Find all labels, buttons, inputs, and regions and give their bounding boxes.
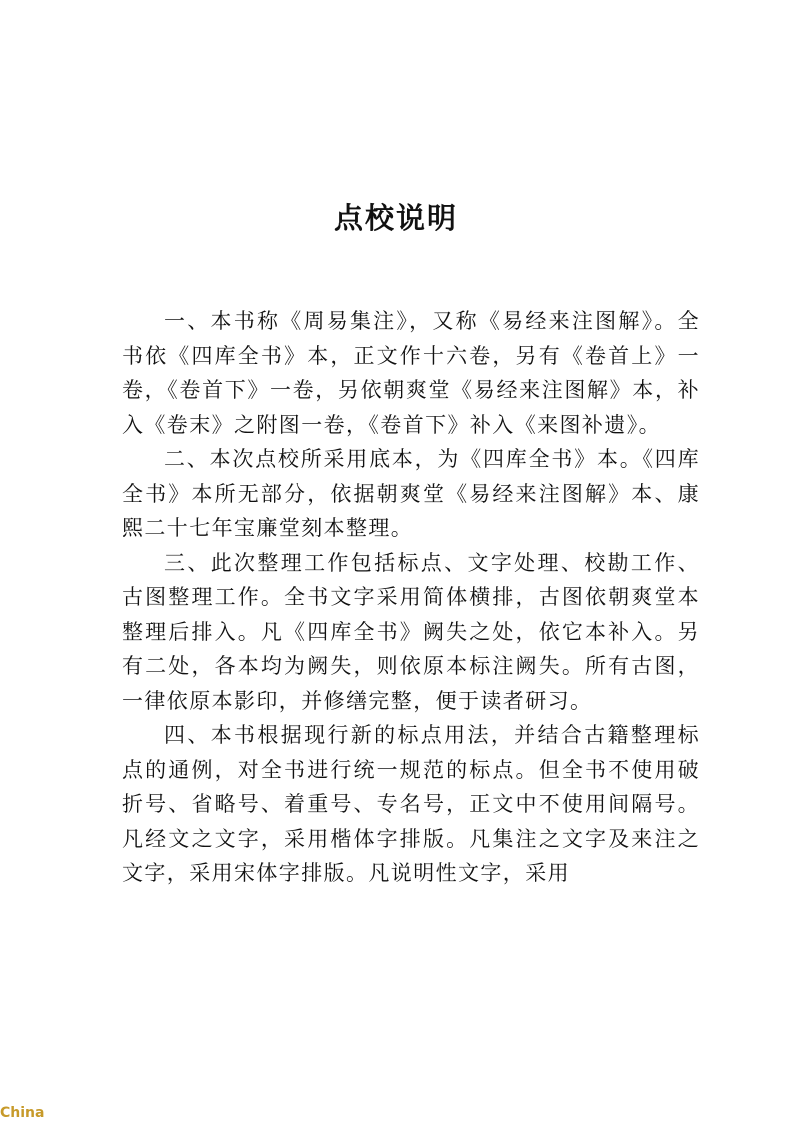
paragraph-2: 二、本次点校所采用底本，为《四库全书》本。《四库全书》本所无部分，依据朝爽堂《易经来注图解》本、康熙二十七年宝廉堂刻本整理。 bbox=[122, 447, 700, 540]
page-title: 点校说明 bbox=[333, 201, 458, 235]
paragraph-4: 四、本书根据现行新的标点用法，并结合古籍整理标点的通例，对全书进行统一规范的标点。但全书不使用破折号、省略号、着重号、专名号，正文中不使用间隔号。凡经文之文字，采用楷体字排版。凡集注之文字及来注之文字，采用宋体字排版。凡说明性文字，采用 bbox=[122, 723, 700, 885]
paragraph-3: 三、此次整理工作包括标点、文字处理、校勘工作、古图整理工作。全书文字采用简体横排，古图依朝爽堂本整理后排入。凡《四库全书》阙失之处，依它本补入。另有二处，各本均为阙失，则依原本标注阙失。所有古图，一律依原本影印，并修缮完整，便于读者研习。 bbox=[122, 550, 700, 713]
body-text bbox=[122, 304, 700, 891]
corner-watermark: China bbox=[0, 1105, 45, 1121]
paragraph-1: 一、本书称《周易集注》，又称《易经来注图解》。全书依《四库全书》本，正文作十六卷，另有《卷首上》一卷，《卷首下》一卷，另依朝爽堂《易经来注图解》本，补入《卷末》之附图一卷，《卷首下》补入《来图补遗》。 bbox=[122, 309, 700, 437]
